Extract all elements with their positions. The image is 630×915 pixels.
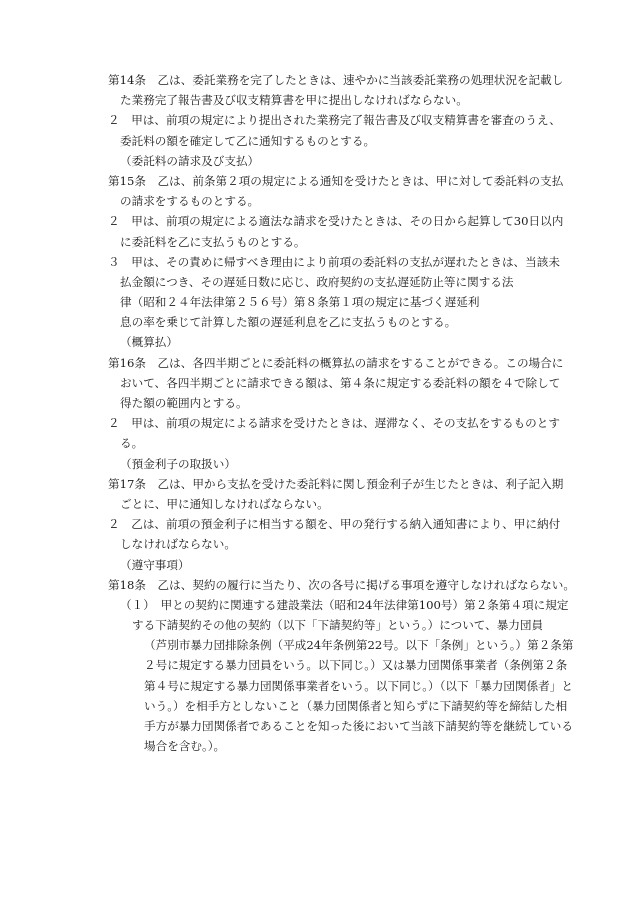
- text-line: ２ 乙は、前項の預金利子に相当する額を、甲の発行する納入通知書により、甲に納付: [108, 517, 561, 532]
- text-line: た業務完了報告書及び収支精算書を甲に提出しなければならない。: [120, 93, 468, 108]
- text-line: 払金額につき、その遅延日数に応じ、政府契約の支払遅延防止等に関する法: [120, 274, 514, 289]
- text-line: に委託料を乙に支払うものとする。: [120, 234, 306, 249]
- text-line: 第14条 乙は、委託業務を完了したときは、速やかに当該委託業務の処理状況を記載し: [108, 73, 564, 87]
- text-line: おいて、各四半期ごとに請求できる額は、第４条に規定する委託料の額を４で除して: [120, 375, 561, 390]
- text-line: しなければならない。: [120, 537, 236, 552]
- section-heading: （預金利子の取扱い）: [120, 456, 236, 471]
- text-line: ２ 甲は、前項の規定による請求を受けたときは、遅滞なく、その支払をするものとす: [108, 416, 560, 431]
- text-line: 委託料の額を確定して乙に通知するものとする。: [120, 133, 376, 148]
- text-line: 得た額の範囲内とする。: [120, 396, 248, 410]
- text-line: する下請契約その他の契約（以下「下請契約等」という。）について、暴力団員: [132, 618, 544, 633]
- text-line: 第15条 乙は、前条第２項の規定による通知を受けたときは、甲に対して委託料の支払: [108, 173, 564, 188]
- text-line: 第17条 乙は、甲から支払を受けた委託料に関し預金利子が生じたときは、利子記入期: [108, 476, 564, 491]
- section-heading: （遵守事項）: [120, 557, 190, 572]
- text-line: 第18条 乙は、契約の履行に当たり、次の各号に掲げる事項を遵守しなければならない。: [108, 577, 575, 592]
- text-line: ３ 甲は、その責めに帰すべき理由により前項の委託料の支払が遅れたときは、当該未: [108, 254, 560, 269]
- text-line: ２号に規定する暴力団員をいう。以下同じ。）又は暴力団関係事業者（条例第２条: [144, 658, 568, 673]
- text-line: ２ 甲は、前項の規定による適法な請求を受けたときは、その日から起算して30日以内: [108, 214, 564, 229]
- text-line: 場合を含む。）。: [144, 739, 226, 754]
- text-line: の請求をするものとする。: [120, 194, 260, 209]
- text-line: ２ 甲は、前項の規定により提出された業務完了報告書及び収支精算書を審査のうえ、: [108, 113, 561, 128]
- text-line: （１） 甲との契約に関連する建設業法（昭和24年法律第100号）第２条第４項に規定: [120, 597, 569, 612]
- section-heading: （概算払）: [120, 335, 178, 350]
- section-heading: （委託料の請求及び支払）: [120, 153, 260, 168]
- text-line: ごとに、甲に通知しなければならない。: [120, 496, 329, 511]
- text-line: る。: [120, 436, 144, 451]
- text-line: 第４号に規定する暴力団関係事業者をいう。以下同じ。）（以下「暴力団関係者」と: [144, 678, 573, 693]
- text-line: いう。）を相手方としないこと（暴力団関係者と知らずに下請契約等を締結した相: [144, 698, 568, 713]
- text-line: 手方が暴力団関係者であることを知った後において当該下請契約等を継続している: [144, 719, 573, 733]
- document-body: [108, 70, 575, 756]
- text-line: （芦別市暴力団排除条例（平成24年条例第22号。以下「条例」という。）第２条第: [144, 638, 574, 653]
- text-line: 息の率を乗じて計算した額の遅延利息を乙に支払うものとする。: [120, 315, 457, 330]
- text-line: 第16条 乙は、各四半期ごとに委託料の概算払の請求をすることができる。この場合に: [108, 355, 564, 370]
- text-line: 律（昭和２４年法律第２５６号）第８条第１項の規定に基づく遅延利: [120, 295, 480, 310]
